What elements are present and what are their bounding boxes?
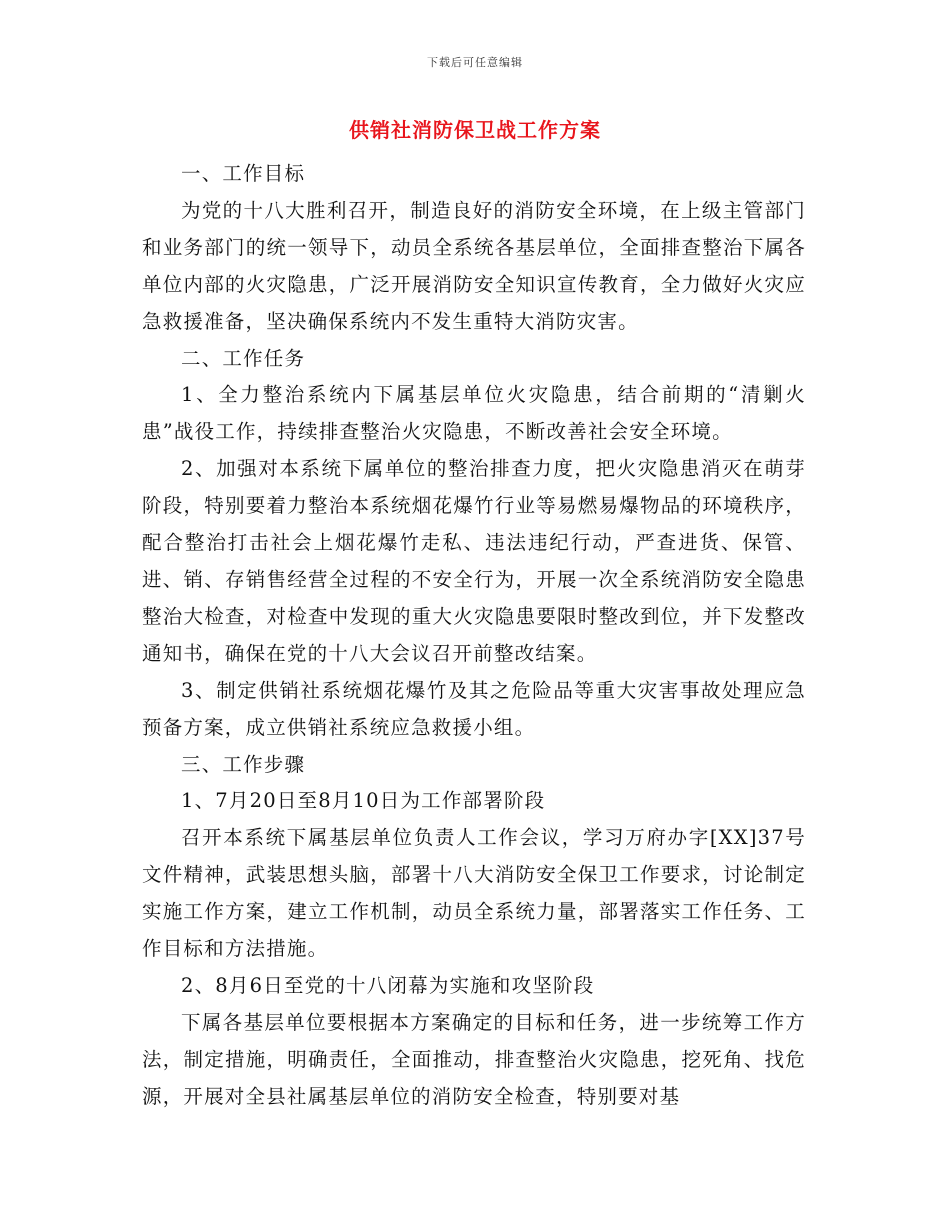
paragraph-task-3: 3、制定供销社系统烟花爆竹及其之危险品等重大灾害事故处理应急预备方案，成立供销社系统应急救援小组。 xyxy=(142,678,806,739)
paragraph-step-2-body: 下属各基层单位要根据本方案确定的目标和任务，进一步统筹工作方法，制定措施，明确责任，全面推动，排查整治火灾隐患，挖死角、找危源，开展对全县社属基层单位的消防安全检查，特别要对基 xyxy=(142,1010,806,1108)
section-heading-goals: 一、工作目标 xyxy=(181,162,306,185)
header-note: 下载后可任意编辑 xyxy=(427,56,523,69)
paragraph-task-1: 1、全力整治系统内下属基层单位火灾隐患，结合前期的“清剿火患”战役工作，持续排查整治火灾隐患，不断改善社会安全环境。 xyxy=(142,383,806,444)
paragraph-goals: 为党的十八大胜利召开，制造良好的消防安全环境，在上级主管部门和业务部门的统一领导下，动员全系统各基层单位，全面排查整治下属各单位内部的火灾隐患，广泛开展消防安全知识宣传教育，全力做好火灾应急救援准备，坚决确保系统内不发生重特大消防灾害。 xyxy=(142,198,806,333)
document-title: 供销社消防保卫战工作方案 xyxy=(349,118,601,142)
paragraph-step-2-heading: 2、8月6日至党的十八闭幕为实施和攻坚阶段 xyxy=(181,973,595,997)
section-heading-tasks: 二、工作任务 xyxy=(181,346,306,370)
section-heading-steps: 三、工作步骤 xyxy=(181,752,306,776)
paragraph-step-1-heading: 1、7月20日至8月10日为工作部署阶段 xyxy=(181,789,546,813)
paragraph-task-2: 2、加强对本系统下属单位的整治排查力度，把火灾隐患消灭在萌芽阶段，特别要着力整治本系统烟花爆竹行业等易燃易爆物品的环境秩序，配合整治打击社会上烟花爆竹走私、违法违纪行动，严查进货、保管、进、销、存销售经营全过程的不安全行为，开展一次全系统消防安全隐患整治大检查，对检查中发现的重大火灾隐患要限时整改到位，并下发整改通知书，确保在党的十八大会议召开前整改结案。 xyxy=(142,457,806,665)
document-body xyxy=(142,156,806,1116)
paragraph-step-1-body: 召开本系统下属基层单位负责人工作会议，学习万府办字[XX]37号文件精神，武装思想头脑，部署十八大消防安全保卫工作要求，讨论制定实施工作方案，建立工作机制，动员全系统力量，部署落实工作任务、工作目标和方法措施。 xyxy=(142,826,806,961)
